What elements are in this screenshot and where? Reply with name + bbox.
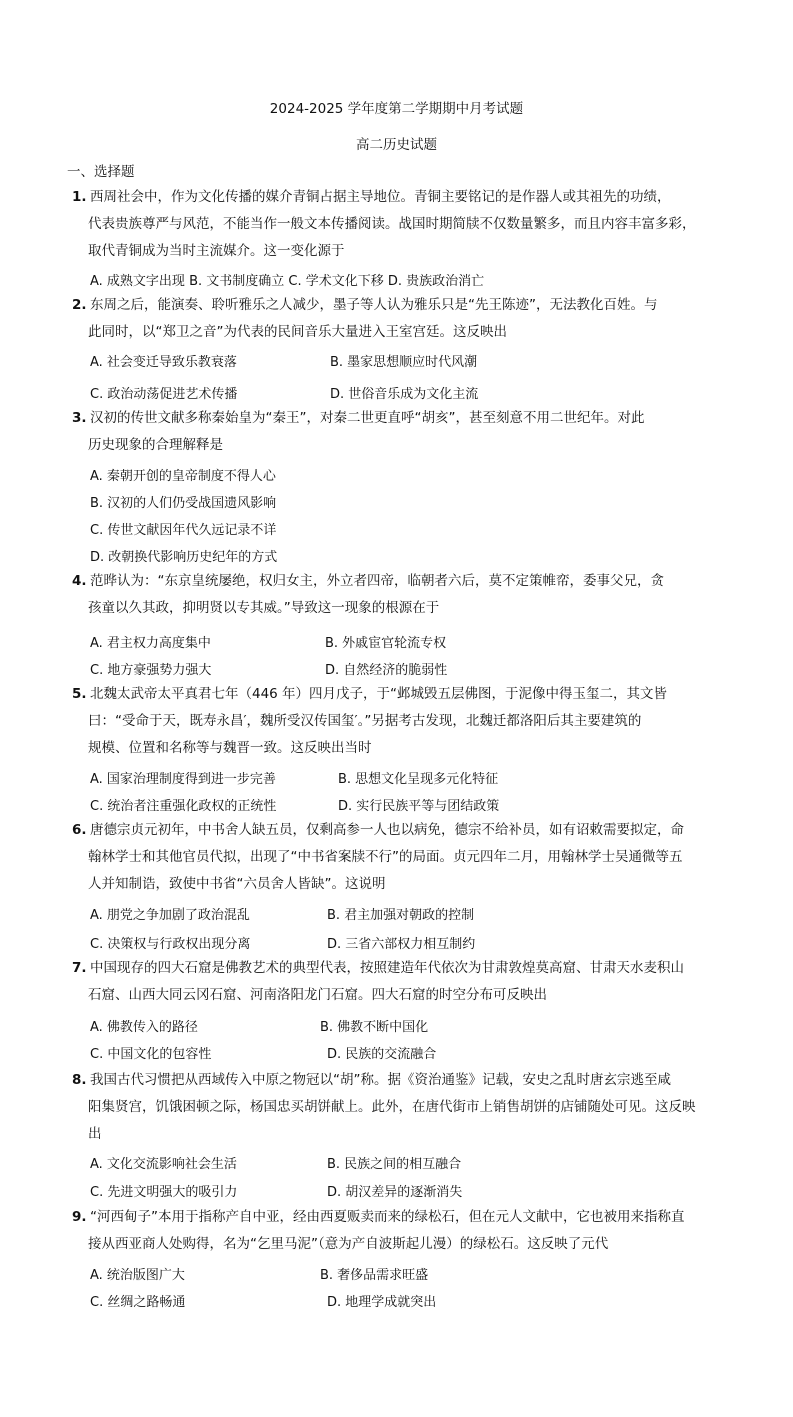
- question-6: [72, 817, 732, 898]
- question-text: 孩童以久其政，抑明贤以专其威。”导致这一现象的根源在于: [88, 600, 440, 616]
- option-d: D. 自然经济的脆弱性: [325, 663, 448, 678]
- question-text: 汉初的传世文献多称秦始皇为“秦王”，对秦二世更直呼“胡亥”，甚至刻意不用二世纪年。对此: [90, 410, 645, 426]
- option-d: D. 民族的交流融合: [327, 1047, 437, 1062]
- option-a: A. 文化交流影响社会生活: [90, 1157, 237, 1172]
- option-c: C. 丝绸之路畅通: [90, 1295, 186, 1310]
- option-a: A. 国家治理制度得到进一步完善: [90, 772, 276, 787]
- option-b: B. 外戚宦官轮流专权: [325, 636, 447, 651]
- option-a: A. 成熟文字出现: [90, 274, 185, 289]
- option-d: D. 地理学成就突出: [327, 1295, 437, 1310]
- question-text: 接从西亚商人处购得，名为“乞里马泥”（意为产自波斯起儿漫）的绿松石。这反映了元代: [88, 1236, 609, 1252]
- option-d: D. 三省六部权力相互制约: [327, 937, 476, 952]
- option-a: A. 社会变迁导致乐教衰落: [90, 355, 237, 370]
- question-text: 规模、位置和名称等与魏晋一致。这反映出当时: [88, 740, 372, 756]
- option-c: C. 政治动荡促进艺术传播: [90, 387, 238, 402]
- option-c: C. 先进文明强大的吸引力: [90, 1185, 238, 1200]
- question-number: 3.: [72, 410, 87, 426]
- question-number: 4.: [72, 573, 87, 589]
- option-b: B. 墨家思想顺应时代风潮: [330, 355, 478, 370]
- question-2: [72, 292, 732, 346]
- option-d: D. 实行民族平等与团结政策: [338, 799, 500, 814]
- option-a: A. 佛教传入的路径: [90, 1020, 198, 1035]
- subject-title: 高二历史试题: [356, 137, 437, 153]
- option-b: B. 汉初的人们仍受战国遗风影响: [90, 496, 277, 511]
- question-text: 西周社会中，作为文化传播的媒介青铜占据主导地位。青铜主要铭记的是作器人或其祖先的功绩，: [90, 189, 671, 205]
- question-text: 曰：“受命于天，既寿永昌′，魏所受汉传国玺′。”另据考古发现，北魏迁都洛阳后其主要建筑的: [88, 713, 642, 729]
- option-c: C. 地方豪强势力强大: [90, 663, 212, 678]
- question-text: 范晔认为：“东京皇统屡绝，权归女主，外立者四帝，临朝者六后，莫不定策帷帟，委事父兄，贪: [90, 573, 664, 589]
- option-d: D. 胡汉差异的逐渐消失: [327, 1185, 463, 1200]
- question-text: 唐德宗贞元初年，中书舍人缺五员，仅剩高参一人也以病免，德宗不给补员，如有诏敕需要拟定，命: [90, 822, 684, 838]
- question-text: 取代青铜成为当时主流媒介。这一变化源于: [88, 243, 345, 259]
- question-text: 历史现象的合理解释是: [88, 437, 223, 453]
- question-number: 2.: [72, 297, 87, 313]
- question-text: 中国现存的四大石窟是佛教艺术的典型代表，按照建造年代依次为甘肃敦煌莫高窟、甘肃天水麦积山: [90, 960, 684, 976]
- section-heading: 一、选择题: [67, 164, 135, 180]
- question-number: 1.: [72, 189, 87, 205]
- question-text: 阳集贤宫，饥饿困顿之际，杨国忠买胡饼献上。此外，在唐代街市上销售胡饼的店铺随处可见。这反映: [88, 1099, 696, 1115]
- question-number: 6.: [72, 822, 87, 838]
- question-text: 出: [88, 1126, 102, 1142]
- options-row: [90, 270, 484, 289]
- question-text: 我国古代习惯把从西域传入中原之物冠以“胡”称。据《资治通鉴》记载，安史之乱时唐玄宗逃至咸: [90, 1072, 671, 1088]
- question-number: 9.: [72, 1209, 87, 1225]
- question-text: 此同时，以“郑卫之音”为代表的民间音乐大量进入王室宫廷。这反映出: [88, 324, 507, 340]
- question-text: 翰林学士和其他官员代拟，出现了“中书省案牍不行”的局面。贞元四年二月，用翰林学士吴通微等五: [88, 849, 683, 865]
- option-c: C. 传世文献因年代久远记录不详: [90, 523, 277, 538]
- question-4: [72, 568, 732, 622]
- question-number: 5.: [72, 686, 87, 702]
- option-b: B. 君主加强对朝政的控制: [327, 908, 475, 923]
- exam-title: 2024-2025 学年度第二学期期中月考试题: [269, 101, 524, 117]
- question-3: [72, 405, 732, 459]
- option-a: A. 秦朝开创的皇帝制度不得人心: [90, 469, 276, 484]
- question-text: 石窟、山西大同云冈石窟、河南洛阳龙门石窟。四大石窟的时空分布可反映出: [88, 987, 547, 1003]
- option-b: B. 民族之间的相互融合: [327, 1157, 462, 1172]
- question-number: 7.: [72, 960, 87, 976]
- option-d: D. 改朝换代影响历史纪年的方式: [90, 550, 278, 565]
- question-text: 北魏太武帝太平真君七年（446 年）四月戊子，于“邺城毁五层佛图，于泥像中得玉玺二，其文皆: [90, 686, 668, 702]
- question-9: [72, 1204, 732, 1258]
- option-c: C. 中国文化的包容性: [90, 1047, 212, 1062]
- option-b: B. 思想文化呈现多元化特征: [338, 772, 499, 787]
- question-7: [72, 955, 732, 1009]
- question-text: 代表贵族尊严与风范，不能当作一般文本传播阅读。战国时期简牍不仅数量繁多，而且内容丰富多彩，: [88, 216, 696, 232]
- option-b: B. 佛教不断中国化: [320, 1020, 429, 1035]
- question-5: [72, 681, 732, 762]
- question-text: “河西甸子”本用于指称产自中亚，经由西夏贩卖而来的绿松石，但在元人文献中，它也被用来指称直: [90, 1209, 685, 1225]
- option-a: A. 统治版图广大: [90, 1268, 185, 1283]
- option-c: C. 学术文化下移: [288, 274, 384, 289]
- option-d: D. 贵族政治消亡: [387, 274, 485, 289]
- question-1: [72, 184, 732, 265]
- option-c: C. 决策权与行政权出现分离: [90, 937, 251, 952]
- option-a: A. 朋党之争加剧了政治混乱: [90, 908, 250, 923]
- question-text: 东周之后，能演奏、聆听雅乐之人减少，墨子等人认为雅乐只是“先王陈迹”，无法教化百姓。与: [90, 297, 658, 313]
- question-8: [72, 1067, 732, 1148]
- option-b: B. 奢侈品需求旺盛: [320, 1268, 429, 1283]
- question-number: 8.: [72, 1072, 87, 1088]
- question-text: 人并知制诰，致使中书省“六员舍人皆缺”。这说明: [88, 876, 386, 892]
- option-a: A. 君主权力高度集中: [90, 636, 211, 651]
- option-c: C. 统治者注重强化政权的正统性: [90, 799, 277, 814]
- option-b: B. 文书制度确立: [189, 274, 285, 289]
- option-d: D. 世俗音乐成为文化主流: [330, 387, 479, 402]
